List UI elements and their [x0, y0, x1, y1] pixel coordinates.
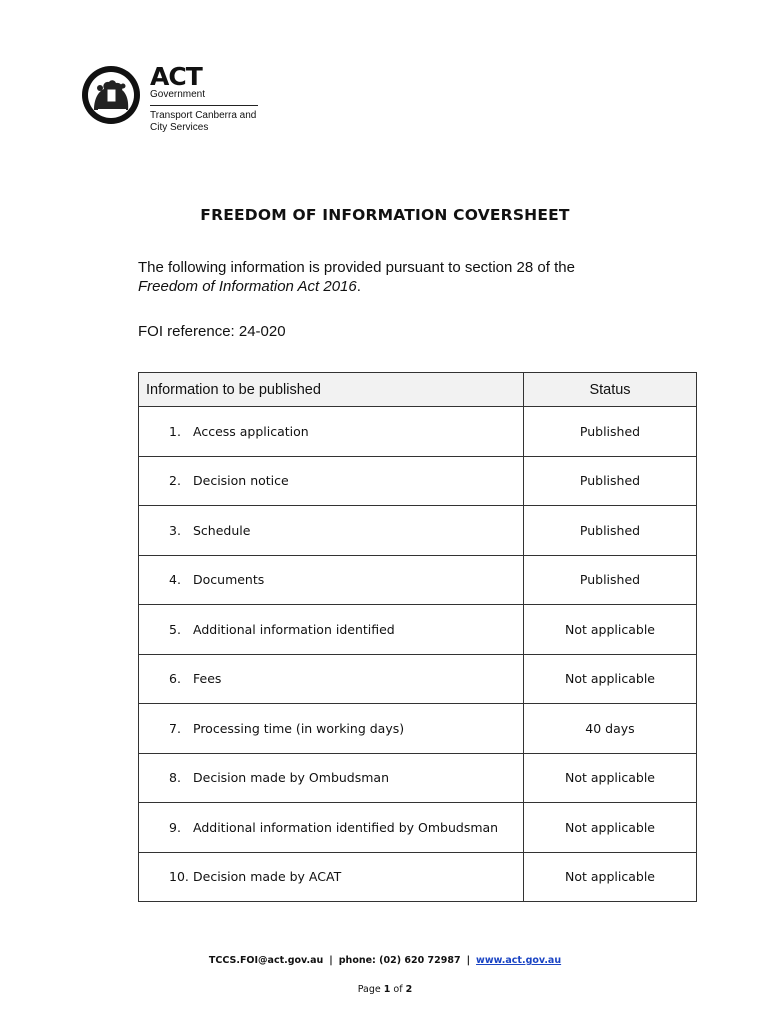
- status-cell: Not applicable: [524, 654, 697, 704]
- table-row: [139, 605, 697, 655]
- item-label: Additional information identified: [193, 621, 395, 637]
- footer-contact: [0, 955, 770, 966]
- table-body: [139, 407, 697, 902]
- item-label: Decision notice: [193, 473, 289, 489]
- table-row: [139, 654, 697, 704]
- status-cell: 40 days: [524, 704, 697, 754]
- status-cell: Not applicable: [524, 605, 697, 655]
- directorate-line-1: Transport Canberra and: [150, 110, 257, 121]
- item-label: Processing time (in working days): [193, 720, 405, 736]
- page-of: of: [393, 984, 403, 995]
- item-label: Access application: [193, 423, 309, 439]
- item-cell: [139, 407, 524, 457]
- page-number: [0, 984, 770, 995]
- act-coat-of-arms-icon: [80, 64, 142, 126]
- document-title: FREEDOM OF INFORMATION COVERSHEET: [200, 206, 570, 224]
- foi-reference-number: 24-020: [238, 323, 286, 340]
- page-word: Page: [357, 984, 381, 995]
- intro-end: .: [356, 278, 361, 295]
- status-cell: Not applicable: [524, 852, 697, 902]
- item-label: Fees: [193, 671, 222, 687]
- table-row: [139, 704, 697, 754]
- item-number: 3.: [169, 522, 181, 538]
- item-cell: [139, 506, 524, 556]
- item-number: 6.: [169, 671, 181, 687]
- item-number: 4.: [169, 572, 181, 588]
- item-cell: [139, 852, 524, 902]
- item-label: Decision made by ACAT: [193, 869, 342, 885]
- item-number: 7.: [169, 720, 181, 736]
- logo-government-text: Government: [150, 89, 206, 100]
- footer-phone: phone: (02) 620 72987: [338, 955, 461, 966]
- act-name: Freedom of Information Act 2016: [138, 278, 357, 295]
- item-cell: [139, 555, 524, 605]
- item-label: Additional information identified by Ombudsman: [193, 819, 499, 835]
- intro-line-2: [138, 277, 698, 296]
- item-number: 10.: [169, 869, 189, 885]
- item-number: 9.: [169, 819, 181, 835]
- item-label: Schedule: [193, 522, 251, 538]
- item-number: 5.: [169, 621, 181, 637]
- item-cell: [139, 704, 524, 754]
- item-cell: [139, 456, 524, 506]
- item-cell: [139, 753, 524, 803]
- intro-paragraph: [138, 258, 698, 296]
- column-header-information: Information to be published: [139, 373, 524, 407]
- footer-separator: |: [466, 955, 471, 966]
- item-cell: [139, 803, 524, 853]
- logo-divider: [150, 105, 258, 106]
- status-cell: Published: [524, 407, 697, 457]
- column-header-status: Status: [524, 373, 697, 407]
- directorate-line-2: City Services: [150, 122, 209, 133]
- foi-reference-label: FOI reference:: [138, 323, 235, 340]
- table-row: [139, 753, 697, 803]
- item-label: Decision made by Ombudsman: [193, 770, 390, 786]
- item-label: Documents: [193, 572, 265, 588]
- page-total: 2: [405, 984, 413, 995]
- status-cell: Published: [524, 506, 697, 556]
- footer-email: TCCS.FOI@act.gov.au: [208, 955, 324, 966]
- status-cell: Published: [524, 555, 697, 605]
- status-cell: Not applicable: [524, 803, 697, 853]
- item-cell: [139, 654, 524, 704]
- act-government-logo: [80, 62, 270, 133]
- status-cell: Not applicable: [524, 753, 697, 803]
- footer-website-link[interactable]: www.act.gov.au: [476, 955, 562, 966]
- table-row: [139, 555, 697, 605]
- publication-table: [138, 372, 697, 902]
- item-number: 1.: [169, 423, 181, 439]
- table-row: [139, 506, 697, 556]
- status-cell: Published: [524, 456, 697, 506]
- intro-line-1: The following information is provided pursuant to section 28 of the: [138, 259, 575, 276]
- foi-reference: [138, 323, 286, 340]
- table-header-row: [139, 373, 697, 407]
- item-cell: [139, 605, 524, 655]
- table-row: [139, 852, 697, 902]
- table-row: [139, 803, 697, 853]
- footer-separator: |: [329, 955, 333, 966]
- item-number: 8.: [169, 770, 181, 786]
- page-current: 1: [383, 984, 391, 995]
- table-row: [139, 456, 697, 506]
- table-row: [139, 407, 697, 457]
- logo-act-text: ACT: [150, 62, 202, 91]
- item-number: 2.: [169, 473, 181, 489]
